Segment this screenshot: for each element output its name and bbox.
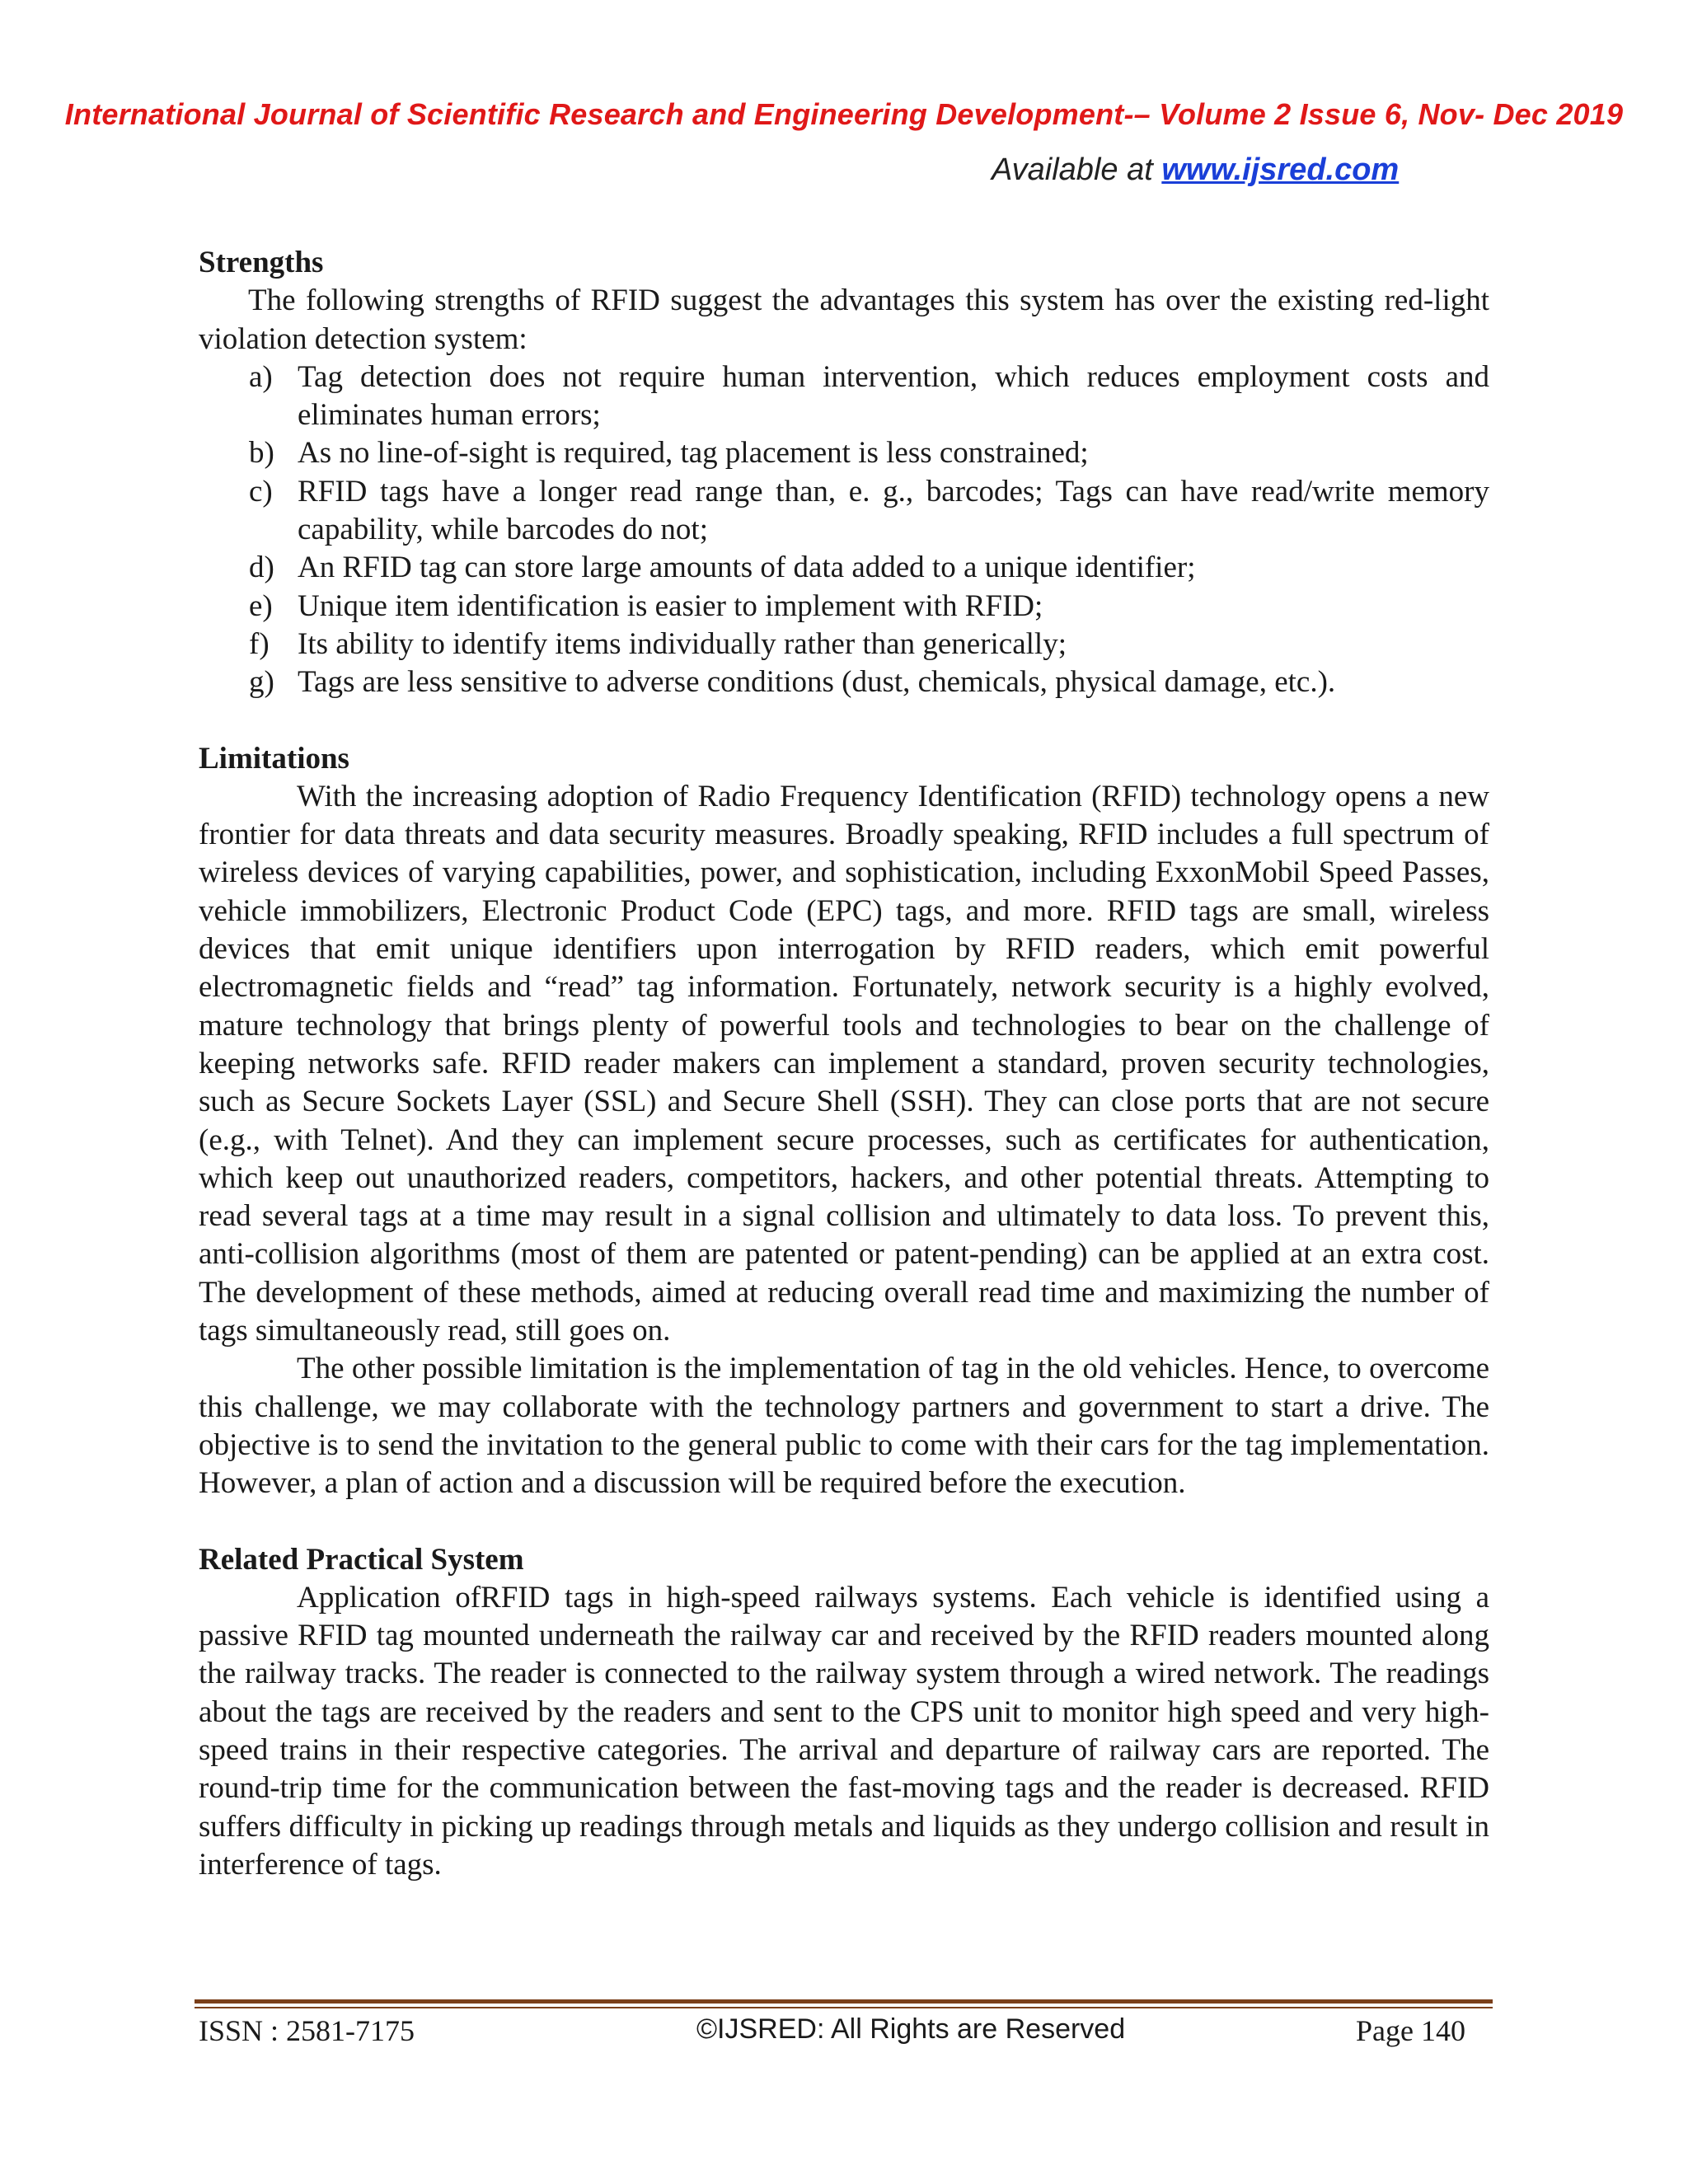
list-marker: a) bbox=[249, 359, 273, 394]
available-prefix: Available at bbox=[992, 152, 1162, 187]
section-gap bbox=[199, 702, 1489, 740]
list-item-text: Its ability to identify items individually rather than generically; bbox=[298, 626, 1067, 661]
list-marker: c) bbox=[249, 474, 273, 509]
website-link[interactable]: www.ijsred.com bbox=[1161, 152, 1400, 187]
list-item bbox=[199, 663, 1489, 701]
list-item bbox=[199, 473, 1489, 550]
list-marker: d) bbox=[249, 551, 274, 585]
list-item-text: Tag detection does not require human intervention, which reduces employment costs and eliminates human errors; bbox=[298, 359, 1489, 433]
list-item-text: Tags are less sensitive to adverse conditions (dust, chemicals, physical damage, etc.). bbox=[298, 665, 1336, 700]
article-body bbox=[199, 244, 1489, 1884]
limitations-paragraph-1: With the increasing adoption of Radio Frequency Identification (RFID) technology opens a new frontier for data threats and data security measures. Broadly speaking, RFID includes a full spectrum of wireless devices of varying capabilities, power, and sophistication, including ExxonMobil Speed Passes, vehicle immobilizers, Electronic Product Code (EPC) tags, and more. RFID tags are small, wireless devices that emit unique identifiers upon interrogation by RFID readers, which emit powerful electromagnetic fields and “read” tag information. Fortunately, network security is a highly evolved, mature technology that brings plenty of powerful tools and technologies to bear on the challenge of keeping networks safe. RFID reader makers can implement a standard, proven security technologies, such as Secure Sockets Layer (SSL) and Secure Shell (SSH). They can close ports that are not secure (e.g., with Telnet). And they can implement secure processes, such as certificates for authentication, which keep out unauthorized readers, competitors, hackers, and other potential threats. Attempting to read several tags at a time may result in a signal collision and ultimately to data loss. To prevent this, anti-collision algorithms (most of them are patented or patent-pending) can be applied at an extra cost. The development of these methods, aimed at reducing overall read time and maximizing the number of tags simultaneously read, still goes on. bbox=[199, 779, 1489, 1348]
strengths-list bbox=[199, 359, 1489, 702]
availability-line bbox=[992, 152, 1399, 188]
related-system-heading: Related Practical System bbox=[199, 1542, 524, 1577]
footer-copyright: ©IJSRED: All Rights are Reserved bbox=[696, 2013, 1126, 2045]
list-item bbox=[199, 359, 1489, 435]
list-item bbox=[199, 588, 1489, 626]
limitations-heading: Limitations bbox=[199, 741, 349, 776]
strengths-heading: Strengths bbox=[199, 246, 324, 279]
list-item bbox=[199, 434, 1489, 472]
page-number: Page 140 bbox=[1356, 2014, 1465, 2047]
list-item-text: RFID tags have a longer read range than, e. g., barcodes; Tags can have read/write memory capability, while barcodes do not; bbox=[298, 474, 1489, 547]
related-system-paragraph: Application ofRFID tags in high-speed railways systems. Each vehicle is identified using a passive RFID tag mounted underneath the railway car and received by the RFID readers mounted along the railway tracks. The reader is connected to the railway system through a wired network. The readings about the tags are received by the readers and sent to the CPS unit to monitor high speed and very high-speed trains in their respective categories. The arrival and departure of railway cars are reported. The round-trip time for the communication between the fast-moving tags and the reader is decreased. RFID suffers difficulty in picking up readings through metals and liquids as they undergo collision and result in interference of tags. bbox=[199, 1580, 1489, 1882]
footer-rule bbox=[195, 1999, 1493, 2004]
limitations-paragraph-2: The other possible limitation is the implementation of tag in the old vehicles. Hence, to overcome this challenge, we may collaborate with the technology partners and government to start a drive. The objective is to send the invitation to the general public to come with their cars for the tag implementation. However, a plan of action and a discussion will be required before the execution. bbox=[199, 1352, 1489, 1501]
strengths-intro: The following strengths of RFID suggest the advantages this system has over the existing red-light violation detection system: bbox=[199, 284, 1489, 356]
list-marker: b) bbox=[249, 436, 274, 471]
list-marker: g) bbox=[249, 665, 274, 700]
list-item-text: An RFID tag can store large amounts of data added to a unique identifier; bbox=[298, 551, 1196, 585]
section-gap bbox=[199, 1503, 1489, 1541]
list-item bbox=[199, 549, 1489, 587]
footer-issn: ISSN : 2581-7175 bbox=[199, 2014, 415, 2047]
list-marker: f) bbox=[249, 626, 270, 661]
journal-header: International Journal of Scientific Research and Engineering Development-– Volume 2 Issue 6, Nov- Dec 2019 bbox=[64, 97, 1624, 131]
list-item bbox=[199, 626, 1489, 663]
list-item-text: Unique item identification is easier to implement with RFID; bbox=[298, 588, 1043, 623]
list-item-text: As no line-of-sight is required, tag placement is less constrained; bbox=[298, 436, 1089, 471]
footer-rule-thin bbox=[195, 2007, 1493, 2008]
list-marker: e) bbox=[249, 588, 273, 623]
